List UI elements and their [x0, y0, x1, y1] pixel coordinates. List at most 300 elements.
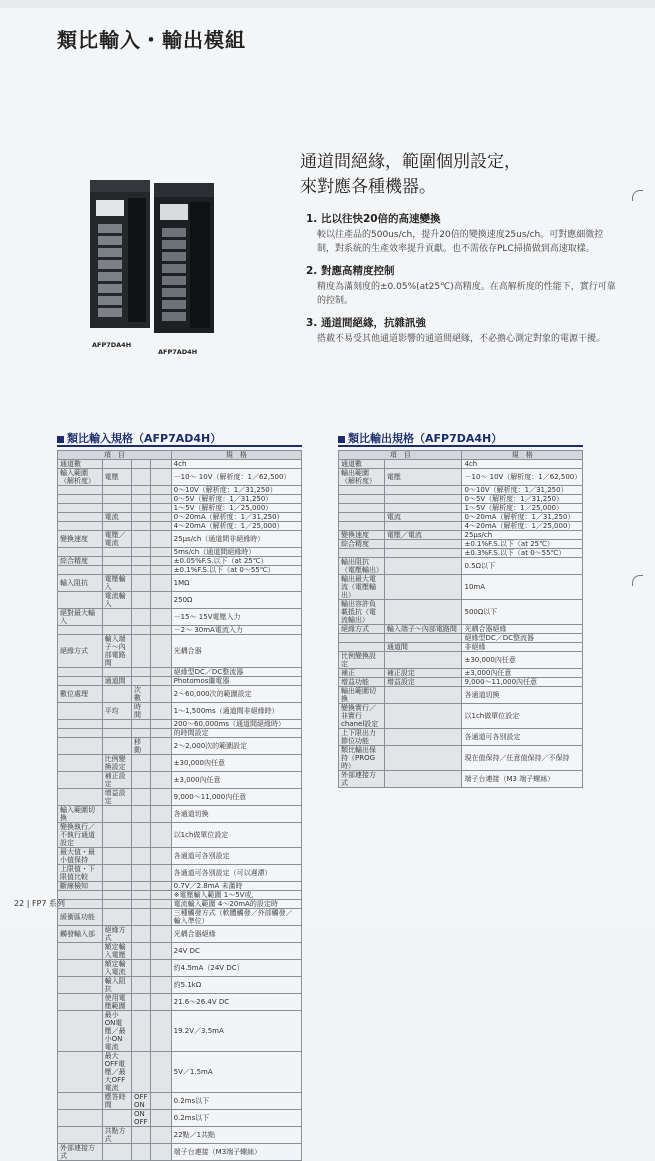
spec-value-cell: 各通道可各別設定（可以遲滯） [171, 865, 301, 882]
table-row [58, 882, 302, 891]
spec-item-cell [58, 566, 103, 575]
page-number: 22 [14, 899, 25, 908]
spec-value-cell: 三種觸發方式（軟體觸發／外部觸發／輸入準位） [171, 909, 301, 926]
spec-item-cell [102, 882, 131, 891]
spec-item-cell: 輸入阻抗 [102, 977, 131, 994]
spec-item-cell [131, 755, 150, 772]
tagline-line-2: 來對應各種機器。 [300, 177, 436, 197]
spec-item-cell: 外部連接方式 [58, 1144, 103, 1161]
spec-item-cell [384, 634, 462, 643]
page-curl-mark [632, 575, 643, 586]
spec-item-cell [102, 1144, 131, 1161]
input-spec-table [57, 450, 302, 1161]
product-photo [88, 178, 246, 348]
spec-item-cell [150, 635, 171, 668]
spec-item-cell [131, 557, 150, 566]
input-spec-rule [57, 445, 302, 447]
table-row [58, 865, 302, 882]
table-row [339, 729, 583, 746]
spec-item-cell [150, 891, 171, 900]
spec-item-cell [339, 504, 385, 513]
spec-item-cell [58, 960, 103, 977]
spec-item-cell [131, 909, 150, 926]
spec-item-cell [131, 806, 150, 823]
feature-item [306, 316, 618, 346]
spec-item-cell [131, 1127, 150, 1144]
spec-item-cell [150, 789, 171, 806]
spec-item-cell: 變換速度 [339, 531, 385, 540]
output-spec-title [338, 430, 502, 446]
spec-item-cell [102, 668, 131, 677]
spec-item-cell [150, 729, 171, 738]
table-row [58, 900, 302, 909]
spec-item-cell [384, 495, 462, 504]
spec-item-cell [58, 729, 103, 738]
table-row [58, 609, 302, 626]
spec-item-cell [384, 575, 462, 600]
spec-item-cell: 最小ON電壓／最小ON電流 [102, 1011, 131, 1052]
spec-item-cell [339, 513, 385, 522]
spec-value-cell: 200～60,000ms（通道間絕緣時） [171, 720, 301, 729]
spec-item-cell: 緩衝區功能 [58, 909, 103, 926]
spec-item-cell [102, 557, 131, 566]
spec-item-cell: 電壓 [102, 469, 131, 486]
spec-item-cell [131, 522, 150, 531]
table-row [58, 686, 302, 703]
spec-item-cell [150, 865, 171, 882]
spec-value-cell: 24V DC [171, 943, 301, 960]
spec-item-cell [150, 772, 171, 789]
table-row [58, 1127, 302, 1144]
spec-item-cell [150, 1144, 171, 1161]
table-row [339, 549, 583, 558]
spec-item-cell: 額定輸入電壓 [102, 943, 131, 960]
spec-item-cell [384, 746, 462, 771]
spec-item-cell: 上下限出力節位功能 [339, 729, 385, 746]
spec-item-cell [150, 755, 171, 772]
spec-item-cell [102, 609, 131, 626]
spec-item-cell: 絕緣方式 [102, 926, 131, 943]
table-row [339, 540, 583, 549]
spec-value-cell: ±0.1%F.S.以下（at 0～55℃） [171, 566, 301, 575]
spec-item-cell [339, 549, 385, 558]
spec-item-cell: 斷線檢知 [58, 882, 103, 891]
table-row [58, 486, 302, 495]
table-row [339, 600, 583, 625]
spec-item-cell [384, 540, 462, 549]
spec-item-cell: 觸發輸入部 [58, 926, 103, 943]
spec-item-cell [58, 626, 103, 635]
table-row [339, 558, 583, 575]
spec-value-cell: 4～20mA（解析度：1／25,000） [462, 522, 583, 531]
spec-item-cell [58, 486, 103, 495]
output-spec-title-text: 類比輸出規格（AFP7DA4H） [348, 432, 503, 445]
spec-item-cell: 使用電壓範圍 [102, 994, 131, 1011]
spec-item-cell [131, 668, 150, 677]
table-row [58, 891, 302, 900]
spec-value-cell: 約5.1kΩ [171, 977, 301, 994]
spec-item-cell [384, 522, 462, 531]
table-row [339, 678, 583, 687]
table-row [58, 566, 302, 575]
spec-item-cell [102, 566, 131, 575]
spec-item-cell [58, 738, 103, 755]
table-header: 規 格 [171, 451, 301, 460]
spec-item-cell [150, 960, 171, 977]
table-row [339, 495, 583, 504]
input-spec-title-text: 類比輸入規格（AFP7AD4H） [67, 432, 222, 445]
spec-item-cell: 輸出最大電流（電壓輸出） [339, 575, 385, 600]
spec-item-cell [58, 548, 103, 557]
spec-item-cell [339, 634, 385, 643]
spec-item-cell [150, 460, 171, 469]
spec-value-cell: 0～20mA（解析度：1／31,250） [462, 513, 583, 522]
table-row [58, 909, 302, 926]
spec-item-cell [150, 848, 171, 865]
spec-value-cell: 現在值保持／任意值保持／不保持 [462, 746, 583, 771]
spec-item-cell [150, 626, 171, 635]
spec-item-cell [102, 1110, 131, 1127]
spec-item-cell: 補正設定 [102, 772, 131, 789]
spec-item-cell [150, 566, 171, 575]
spec-item-cell [131, 460, 150, 469]
spec-value-cell: 2～60,000次的範圍設定 [171, 686, 301, 703]
spec-value-cell: 4ch [171, 460, 301, 469]
spec-item-cell [131, 609, 150, 626]
spec-item-cell [58, 504, 103, 513]
table-row [58, 994, 302, 1011]
spec-item-cell: 輸入阻抗 [58, 575, 103, 592]
table-row [339, 771, 583, 788]
spec-value-cell: 9,000～11,000內任意 [462, 678, 583, 687]
table-row [58, 823, 302, 848]
spec-value-cell: 5V／1.5mA [171, 1052, 301, 1093]
spec-item-cell: 電流 [102, 513, 131, 522]
spec-item-cell [58, 720, 103, 729]
spec-item-cell [102, 806, 131, 823]
spec-item-cell [131, 495, 150, 504]
spec-value-cell: 19.2V／3.5mA [171, 1011, 301, 1052]
spec-item-cell: 絕對最大輸入 [58, 609, 103, 626]
spec-item-cell [102, 522, 131, 531]
table-row [58, 668, 302, 677]
spec-item-cell [102, 823, 131, 848]
spec-item-cell [150, 686, 171, 703]
spec-item-cell [58, 789, 103, 806]
spec-item-cell [384, 652, 462, 669]
spec-item-cell [131, 848, 150, 865]
spec-item-cell: 類比輸出保持（PROG時） [339, 746, 385, 771]
spec-item-cell: 輸入端子～內部電路間 [384, 625, 462, 634]
feature-item [306, 212, 618, 256]
spec-value-cell: 0～20mA（解析度：1／31,250） [171, 513, 301, 522]
spec-item-cell [150, 495, 171, 504]
table-row [58, 513, 302, 522]
spec-item-cell: 輸出阻抗（電壓輸出） [339, 558, 385, 575]
spec-item-cell: 次數 [131, 686, 150, 703]
spec-value-cell: 5ms/ch（通道間絕緣時） [171, 548, 301, 557]
spec-item-cell [150, 513, 171, 522]
spec-item-cell [102, 486, 131, 495]
spec-item-cell [150, 609, 171, 626]
feature-heading: 2. 對應高精度控制 [306, 265, 395, 277]
table-row [339, 469, 583, 486]
spec-item-cell [102, 626, 131, 635]
spec-value-cell: 約4.5mA（24V DC） [171, 960, 301, 977]
spec-value-cell: 0.7V／2.8mA 未滿時 [171, 882, 301, 891]
spec-item-cell [58, 1052, 103, 1093]
feature-body: 精度為滿刻度的±0.05%(at25℃)高精度。在高解析度的性能下，實行可靠的控制。 [317, 282, 616, 306]
feature-body: 較以往產品的500us/ch，提升20倍的變換速度25us/ch。可對應細微控制，對系統的生產效率提升貢獻。也不需依存PLC掃描做到高速取樣。 [317, 230, 604, 254]
tagline [300, 150, 521, 200]
spec-item-cell: 變換實行／非實行chanel設定 [339, 704, 385, 729]
table-row [58, 720, 302, 729]
spec-item-cell [150, 994, 171, 1011]
spec-item-cell [102, 900, 131, 909]
spec-item-cell: 額定輸入電流 [102, 960, 131, 977]
spec-item-cell: 電流 [384, 513, 462, 522]
spec-value-cell: 1～5V（解析度：1／25,000） [171, 504, 301, 513]
spec-item-cell: 增益功能 [339, 678, 385, 687]
spec-item-cell [150, 703, 171, 720]
spec-item-cell [58, 772, 103, 789]
spec-item-cell [131, 789, 150, 806]
table-row [58, 1052, 302, 1093]
spec-item-cell [131, 960, 150, 977]
spec-item-cell [58, 703, 103, 720]
spec-item-cell [150, 806, 171, 823]
table-row [58, 806, 302, 823]
feature-heading: 1. 比以往快20倍的高速變換 [306, 213, 441, 225]
table-row [58, 755, 302, 772]
spec-item-cell [102, 891, 131, 900]
spec-item-cell [339, 495, 385, 504]
spec-item-cell [58, 1093, 103, 1110]
table-row [339, 652, 583, 669]
spec-item-cell [102, 729, 131, 738]
spec-item-cell [150, 531, 171, 548]
spec-item-cell [150, 720, 171, 729]
spec-value-cell: ±0.1%F.S.以下（at 25℃） [462, 540, 583, 549]
spec-item-cell [384, 687, 462, 704]
spec-item-cell [339, 486, 385, 495]
spec-item-cell [150, 909, 171, 926]
square-bullet-icon [57, 436, 64, 443]
spec-value-cell: 1～1,500ms（通道間非絕緣時） [171, 703, 301, 720]
spec-item-cell [384, 486, 462, 495]
spec-item-cell [131, 943, 150, 960]
spec-item-cell [131, 531, 150, 548]
table-header: 項 目 [339, 451, 462, 460]
spec-item-cell [102, 686, 131, 703]
spec-item-cell [131, 729, 150, 738]
table-row [58, 977, 302, 994]
spec-value-cell: ±3,000內任意 [171, 772, 301, 789]
input-spec-title [57, 430, 221, 446]
spec-item-cell: 時間 [131, 703, 150, 720]
table-row [339, 504, 583, 513]
photo-label-da: AFP7DA4H [92, 341, 132, 349]
table-row [58, 1093, 302, 1110]
spec-item-cell: OFF ON [131, 1093, 150, 1110]
spec-value-cell: 絕緣型DC／DC整流器 [171, 668, 301, 677]
footer: 22 | FP7 系列 [14, 899, 66, 908]
spec-item-cell [339, 643, 385, 652]
spec-value-cell: 25μs/ch（通道間非絕緣時） [171, 531, 301, 548]
spec-item-cell [131, 592, 150, 609]
table-row [58, 738, 302, 755]
spec-item-cell [58, 495, 103, 504]
spec-item-cell [150, 738, 171, 755]
spec-value-cell: 端子台連接（M3端子螺絲） [171, 1144, 301, 1161]
spec-item-cell [102, 504, 131, 513]
spec-item-cell: 數位處理 [58, 686, 103, 703]
spec-item-cell [131, 504, 150, 513]
table-row [339, 687, 583, 704]
spec-item-cell: 補正 [339, 669, 385, 678]
spec-item-cell: 比例變換設定 [339, 652, 385, 669]
table-row [58, 772, 302, 789]
table-row [58, 703, 302, 720]
table-row [339, 513, 583, 522]
spec-item-cell [102, 460, 131, 469]
spec-item-cell [102, 720, 131, 729]
spec-item-cell [150, 575, 171, 592]
feature-list [306, 212, 618, 354]
table-row [58, 635, 302, 668]
spec-item-cell [102, 495, 131, 504]
spec-item-cell [150, 522, 171, 531]
spec-item-cell: 最大值・最小值保持 [58, 848, 103, 865]
spec-item-cell: 上限值・下限值比較 [58, 865, 103, 882]
spec-item-cell: 共點方式 [102, 1127, 131, 1144]
table-row [58, 548, 302, 557]
spec-item-cell [58, 1110, 103, 1127]
spec-item-cell: 通道間 [384, 643, 462, 652]
spec-value-cell: 4ch [462, 460, 583, 469]
spec-item-cell: 移動 [131, 738, 150, 755]
spec-item-cell [58, 755, 103, 772]
table-row [58, 848, 302, 865]
spec-value-cell: 的時間設定 [171, 729, 301, 738]
page-curl-mark [632, 190, 643, 201]
spec-value-cell: －10～ 10V（解析度：1／62,500） [171, 469, 301, 486]
spec-item-cell [150, 1011, 171, 1052]
table-row [58, 504, 302, 513]
spec-value-cell: ±0.3%F.S.以下（at 0～55℃） [462, 549, 583, 558]
spec-value-cell: 光耦合器 [171, 635, 301, 668]
table-row [339, 575, 583, 600]
table-row [58, 1110, 302, 1127]
spec-item-cell [131, 994, 150, 1011]
feature-heading: 3. 通道間絕緣，抗雜訊強 [306, 317, 426, 329]
spec-item-cell [131, 720, 150, 729]
spec-item-cell: 平均 [102, 703, 131, 720]
spec-item-cell: ON OFF [131, 1110, 150, 1127]
spec-item-cell [131, 1144, 150, 1161]
spec-value-cell: 0.2ms以下 [171, 1110, 301, 1127]
spec-value-cell: 絕緣型DC／DC整流器 [462, 634, 583, 643]
spec-item-cell [150, 592, 171, 609]
table-row [58, 592, 302, 609]
spec-item-cell [150, 504, 171, 513]
table-row [58, 943, 302, 960]
spec-value-cell: 2～2,000次的範圍設定 [171, 738, 301, 755]
spec-value-cell: －2～ 30mA電流入力 [171, 626, 301, 635]
spec-item-cell: 電壓 [384, 469, 462, 486]
spec-item-cell [384, 729, 462, 746]
top-band [0, 0, 655, 8]
spec-value-cell: 電流輸入範圍 4～20mA的設定時 [171, 900, 301, 909]
spec-item-cell [131, 469, 150, 486]
spec-value-cell: 9,000～11,000內任意 [171, 789, 301, 806]
spec-item-cell [150, 677, 171, 686]
spec-item-cell [150, 548, 171, 557]
spec-item-cell [131, 575, 150, 592]
spec-value-cell: 光耦合器絕緣 [171, 926, 301, 943]
spec-item-cell [150, 557, 171, 566]
spec-item-cell [58, 1011, 103, 1052]
spec-value-cell: ±0.05%F.S.以下（at 25℃） [171, 557, 301, 566]
spec-item-cell [384, 704, 462, 729]
spec-item-cell [131, 548, 150, 557]
spec-item-cell [102, 548, 131, 557]
spec-value-cell: 21.6～26.4V DC [171, 994, 301, 1011]
spec-value-cell: 以1ch做單位設定 [462, 704, 583, 729]
spec-value-cell: 0.5Ω以下 [462, 558, 583, 575]
table-row [58, 557, 302, 566]
table-row [58, 960, 302, 977]
spec-value-cell: 250Ω [171, 592, 301, 609]
table-row [339, 634, 583, 643]
spec-item-cell [131, 1011, 150, 1052]
spec-item-cell [102, 909, 131, 926]
spec-item-cell: 通道數 [339, 460, 385, 469]
spec-item-cell: 電壓／電流 [102, 531, 131, 548]
spec-item-cell [150, 1093, 171, 1110]
spec-item-cell: 最大OFF電壓／最大OFF電流 [102, 1052, 131, 1093]
table-row [58, 926, 302, 943]
spec-item-cell [150, 882, 171, 891]
spec-item-cell [150, 977, 171, 994]
table-row [58, 789, 302, 806]
spec-item-cell: 增益設定 [102, 789, 131, 806]
spec-value-cell: 25μs/ch [462, 531, 583, 540]
table-row [58, 469, 302, 486]
table-row [339, 746, 583, 771]
spec-value-cell: ±30,000內任意 [171, 755, 301, 772]
spec-item-cell: 絕緣方式 [339, 625, 385, 634]
spec-item-cell [339, 522, 385, 531]
spec-item-cell: 輸出範圍切換 [339, 687, 385, 704]
spec-item-cell [150, 1110, 171, 1127]
spec-item-cell [150, 823, 171, 848]
feature-item [306, 264, 618, 308]
page-title: 類比輸入・輸出模組 [57, 28, 246, 52]
spec-item-cell: 變換執行／不執行通道設定 [58, 823, 103, 848]
spec-item-cell [150, 668, 171, 677]
table-row [58, 1144, 302, 1161]
spec-item-cell [131, 677, 150, 686]
spec-item-cell [58, 668, 103, 677]
table-row [339, 460, 583, 469]
spec-item-cell [131, 513, 150, 522]
table-row [58, 575, 302, 592]
spec-item-cell [131, 882, 150, 891]
spec-item-cell [131, 926, 150, 943]
spec-item-cell [131, 865, 150, 882]
spec-item-cell [102, 738, 131, 755]
